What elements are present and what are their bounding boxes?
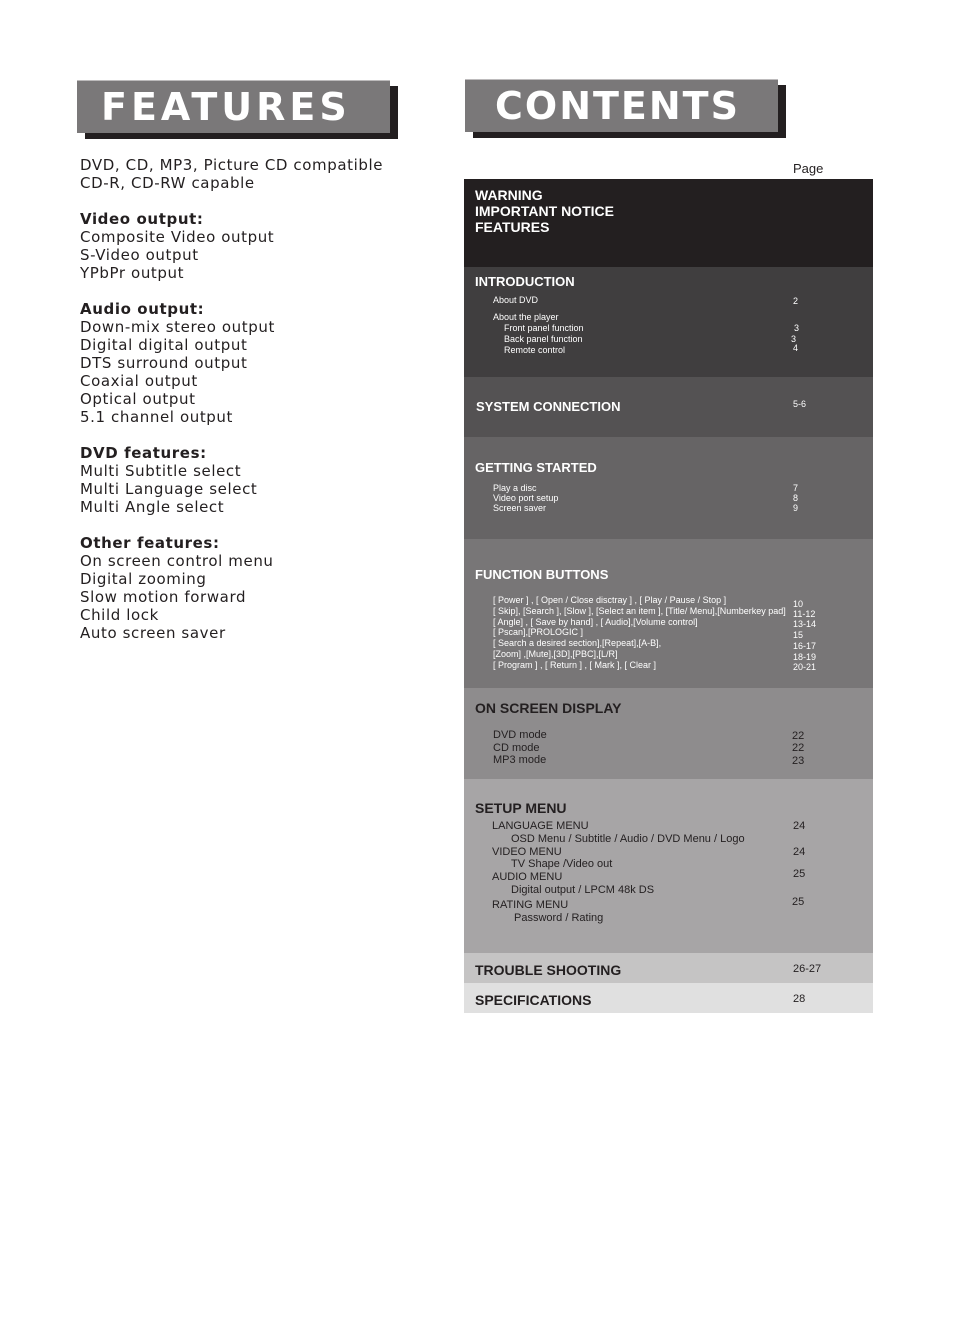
- features-banner: [77, 80, 390, 133]
- toc-page-number: 4: [793, 343, 799, 353]
- features-heading: Video output:: [80, 210, 204, 228]
- toc-subitem: Password / Rating: [514, 912, 604, 924]
- feature-line: Composite Video output: [80, 228, 275, 246]
- features-heading: Audio output:: [80, 300, 205, 318]
- toc-item: RATING MENU: [492, 899, 569, 911]
- feature-line: Multi Language select: [80, 480, 258, 498]
- toc-page-number: 8: [793, 493, 799, 503]
- feature-line: S-Video output: [80, 246, 199, 264]
- toc-introduction-title: INTRODUCTION: [475, 274, 575, 289]
- toc-page-number: 20-21: [793, 662, 817, 672]
- toc-item: Play a disc: [493, 483, 537, 493]
- toc-page-number: 15: [793, 630, 804, 640]
- toc-item: DVD mode: [493, 729, 547, 741]
- feature-line: Slow motion forward: [80, 588, 247, 606]
- toc-page-number: 16-17: [793, 641, 817, 651]
- toc-page-number: 7: [793, 483, 799, 493]
- feature-line: DVD, CD, MP3, Picture CD compatible: [80, 156, 384, 174]
- toc-getting-started-title: GETTING STARTED: [475, 460, 597, 475]
- toc-item: CD mode: [493, 742, 540, 754]
- toc-item: About the player: [493, 312, 559, 322]
- toc-on-screen-display[interactable]: [464, 688, 873, 779]
- feature-line: Multi Subtitle select: [80, 462, 242, 480]
- feature-line: Child lock: [80, 606, 159, 624]
- toc-warning[interactable]: [464, 179, 873, 267]
- toc-item: AUDIO MENU: [492, 871, 563, 883]
- toc-item: [ Angle] , [ Save by hand] , [ Audio],[Volume control]: [493, 617, 698, 627]
- features-group-dvd: [80, 444, 440, 516]
- features-heading: Other features:: [80, 534, 220, 552]
- features-intro: [80, 156, 440, 192]
- toc-page-number: 26-27: [793, 963, 822, 975]
- toc-specifications-title: SPECIFICATIONS: [475, 992, 592, 1008]
- toc-page-number: 24: [793, 820, 806, 832]
- toc-function-buttons-title: FUNCTION BUTTONS: [475, 567, 609, 582]
- toc-item: Remote control: [504, 345, 566, 355]
- toc-system-connection[interactable]: [464, 377, 873, 437]
- toc-specifications[interactable]: [464, 983, 873, 1013]
- toc-item: [Zoom] ,[Mute],[3D],[PBC],[L/R]: [493, 649, 618, 659]
- toc-page-number: 9: [793, 503, 799, 513]
- features-list: [80, 156, 440, 660]
- feature-line: Optical output: [80, 390, 196, 408]
- toc-important-notice-title: IMPORTANT NOTICE: [475, 203, 614, 219]
- toc-page-number: 23: [792, 755, 805, 767]
- feature-line: Digital zooming: [80, 570, 207, 588]
- toc-page-number: 28: [793, 993, 806, 1005]
- toc-item: Video port setup: [493, 493, 559, 503]
- toc-page-number: 11-12: [793, 609, 816, 619]
- feature-line: On screen control menu: [80, 552, 274, 570]
- contents-banner: [465, 79, 778, 132]
- toc-system-connection-title: SYSTEM CONNECTION: [476, 399, 621, 414]
- toc-page-number: 25: [792, 896, 805, 908]
- toc-item: Back panel function: [504, 334, 583, 344]
- toc-item: VIDEO MENU: [492, 846, 562, 858]
- toc-getting-started[interactable]: [464, 437, 873, 539]
- toc-page-number: 10: [793, 599, 804, 609]
- toc-item: [ Search a desired section],[Repeat],[A-B],: [493, 638, 662, 648]
- toc-warning-lines: [475, 187, 614, 235]
- toc-item: Front panel function: [504, 323, 584, 333]
- features-group-other: [80, 534, 440, 642]
- feature-line: Auto screen saver: [80, 624, 226, 642]
- feature-line: 5.1 channel output: [80, 408, 234, 426]
- toc-page-number: 5-6: [793, 399, 807, 409]
- feature-line: YPbPr output: [80, 264, 185, 282]
- features-group-video: [80, 210, 440, 282]
- contents-banner-title: CONTENTS: [495, 84, 740, 128]
- toc-warning-title: WARNING: [475, 187, 543, 203]
- features-group-audio: [80, 300, 440, 426]
- toc-page-number: 25: [793, 868, 806, 880]
- toc-setup-menu[interactable]: [464, 779, 873, 953]
- toc-item: Screen saver: [493, 503, 547, 513]
- features-heading: DVD features:: [80, 444, 207, 462]
- toc-page-number: 3: [794, 323, 800, 333]
- toc-item: [ Power ] , [ Open / Close disctray ] , [ Play / Pause / Stop ]: [493, 595, 727, 605]
- feature-line: Down-mix stereo output: [80, 318, 275, 336]
- toc-item: [ Program ] , [ Return ] , [ Mark ], [ Clear ]: [493, 660, 657, 670]
- toc-item: MP3 mode: [493, 754, 547, 766]
- toc-trouble-shooting-title: TROUBLE SHOOTING: [475, 962, 622, 978]
- feature-line: DTS surround output: [80, 354, 248, 372]
- toc-page-number: 2: [793, 296, 799, 306]
- toc-function-buttons[interactable]: [464, 539, 873, 688]
- toc-page-number: 3: [791, 334, 797, 344]
- toc-introduction[interactable]: [464, 267, 873, 377]
- toc-subitem: TV Shape /Video out: [511, 858, 613, 870]
- feature-line: Multi Angle select: [80, 498, 225, 516]
- feature-line: Coaxial output: [80, 372, 198, 390]
- toc-subitem: Digital output / LPCM 48k DS: [511, 884, 655, 896]
- toc-subitem: OSD Menu / Subtitle / Audio / DVD Menu / Logo: [511, 833, 745, 845]
- feature-line: Digital digital output: [80, 336, 248, 354]
- toc-trouble-shooting[interactable]: [464, 953, 873, 983]
- toc-page-number: 24: [793, 846, 806, 858]
- feature-line: CD-R, CD-RW capable: [80, 174, 255, 192]
- toc-item: [ Skip], [Search ], [Slow ], [Select an item ], [Title/ Menu],[Numberkey pad]: [493, 606, 786, 616]
- toc-item: [ Pscan],[PROLOGIC ]: [493, 627, 584, 637]
- toc-page-number: 22: [792, 742, 805, 754]
- toc-item: About DVD: [493, 295, 539, 305]
- page-column-label: Page: [793, 161, 824, 176]
- toc-page-number: 22: [792, 730, 805, 742]
- toc-features-title: FEATURES: [475, 219, 550, 235]
- toc-setup-menu-title: SETUP MENU: [475, 800, 567, 816]
- toc-item: LANGUAGE MENU: [492, 820, 589, 832]
- features-banner-title: FEATURES: [101, 85, 351, 129]
- toc-on-screen-display-title: ON SCREEN DISPLAY: [475, 700, 622, 716]
- toc-page-number: 18-19: [793, 652, 817, 662]
- toc-page-number: 13-14: [793, 619, 817, 629]
